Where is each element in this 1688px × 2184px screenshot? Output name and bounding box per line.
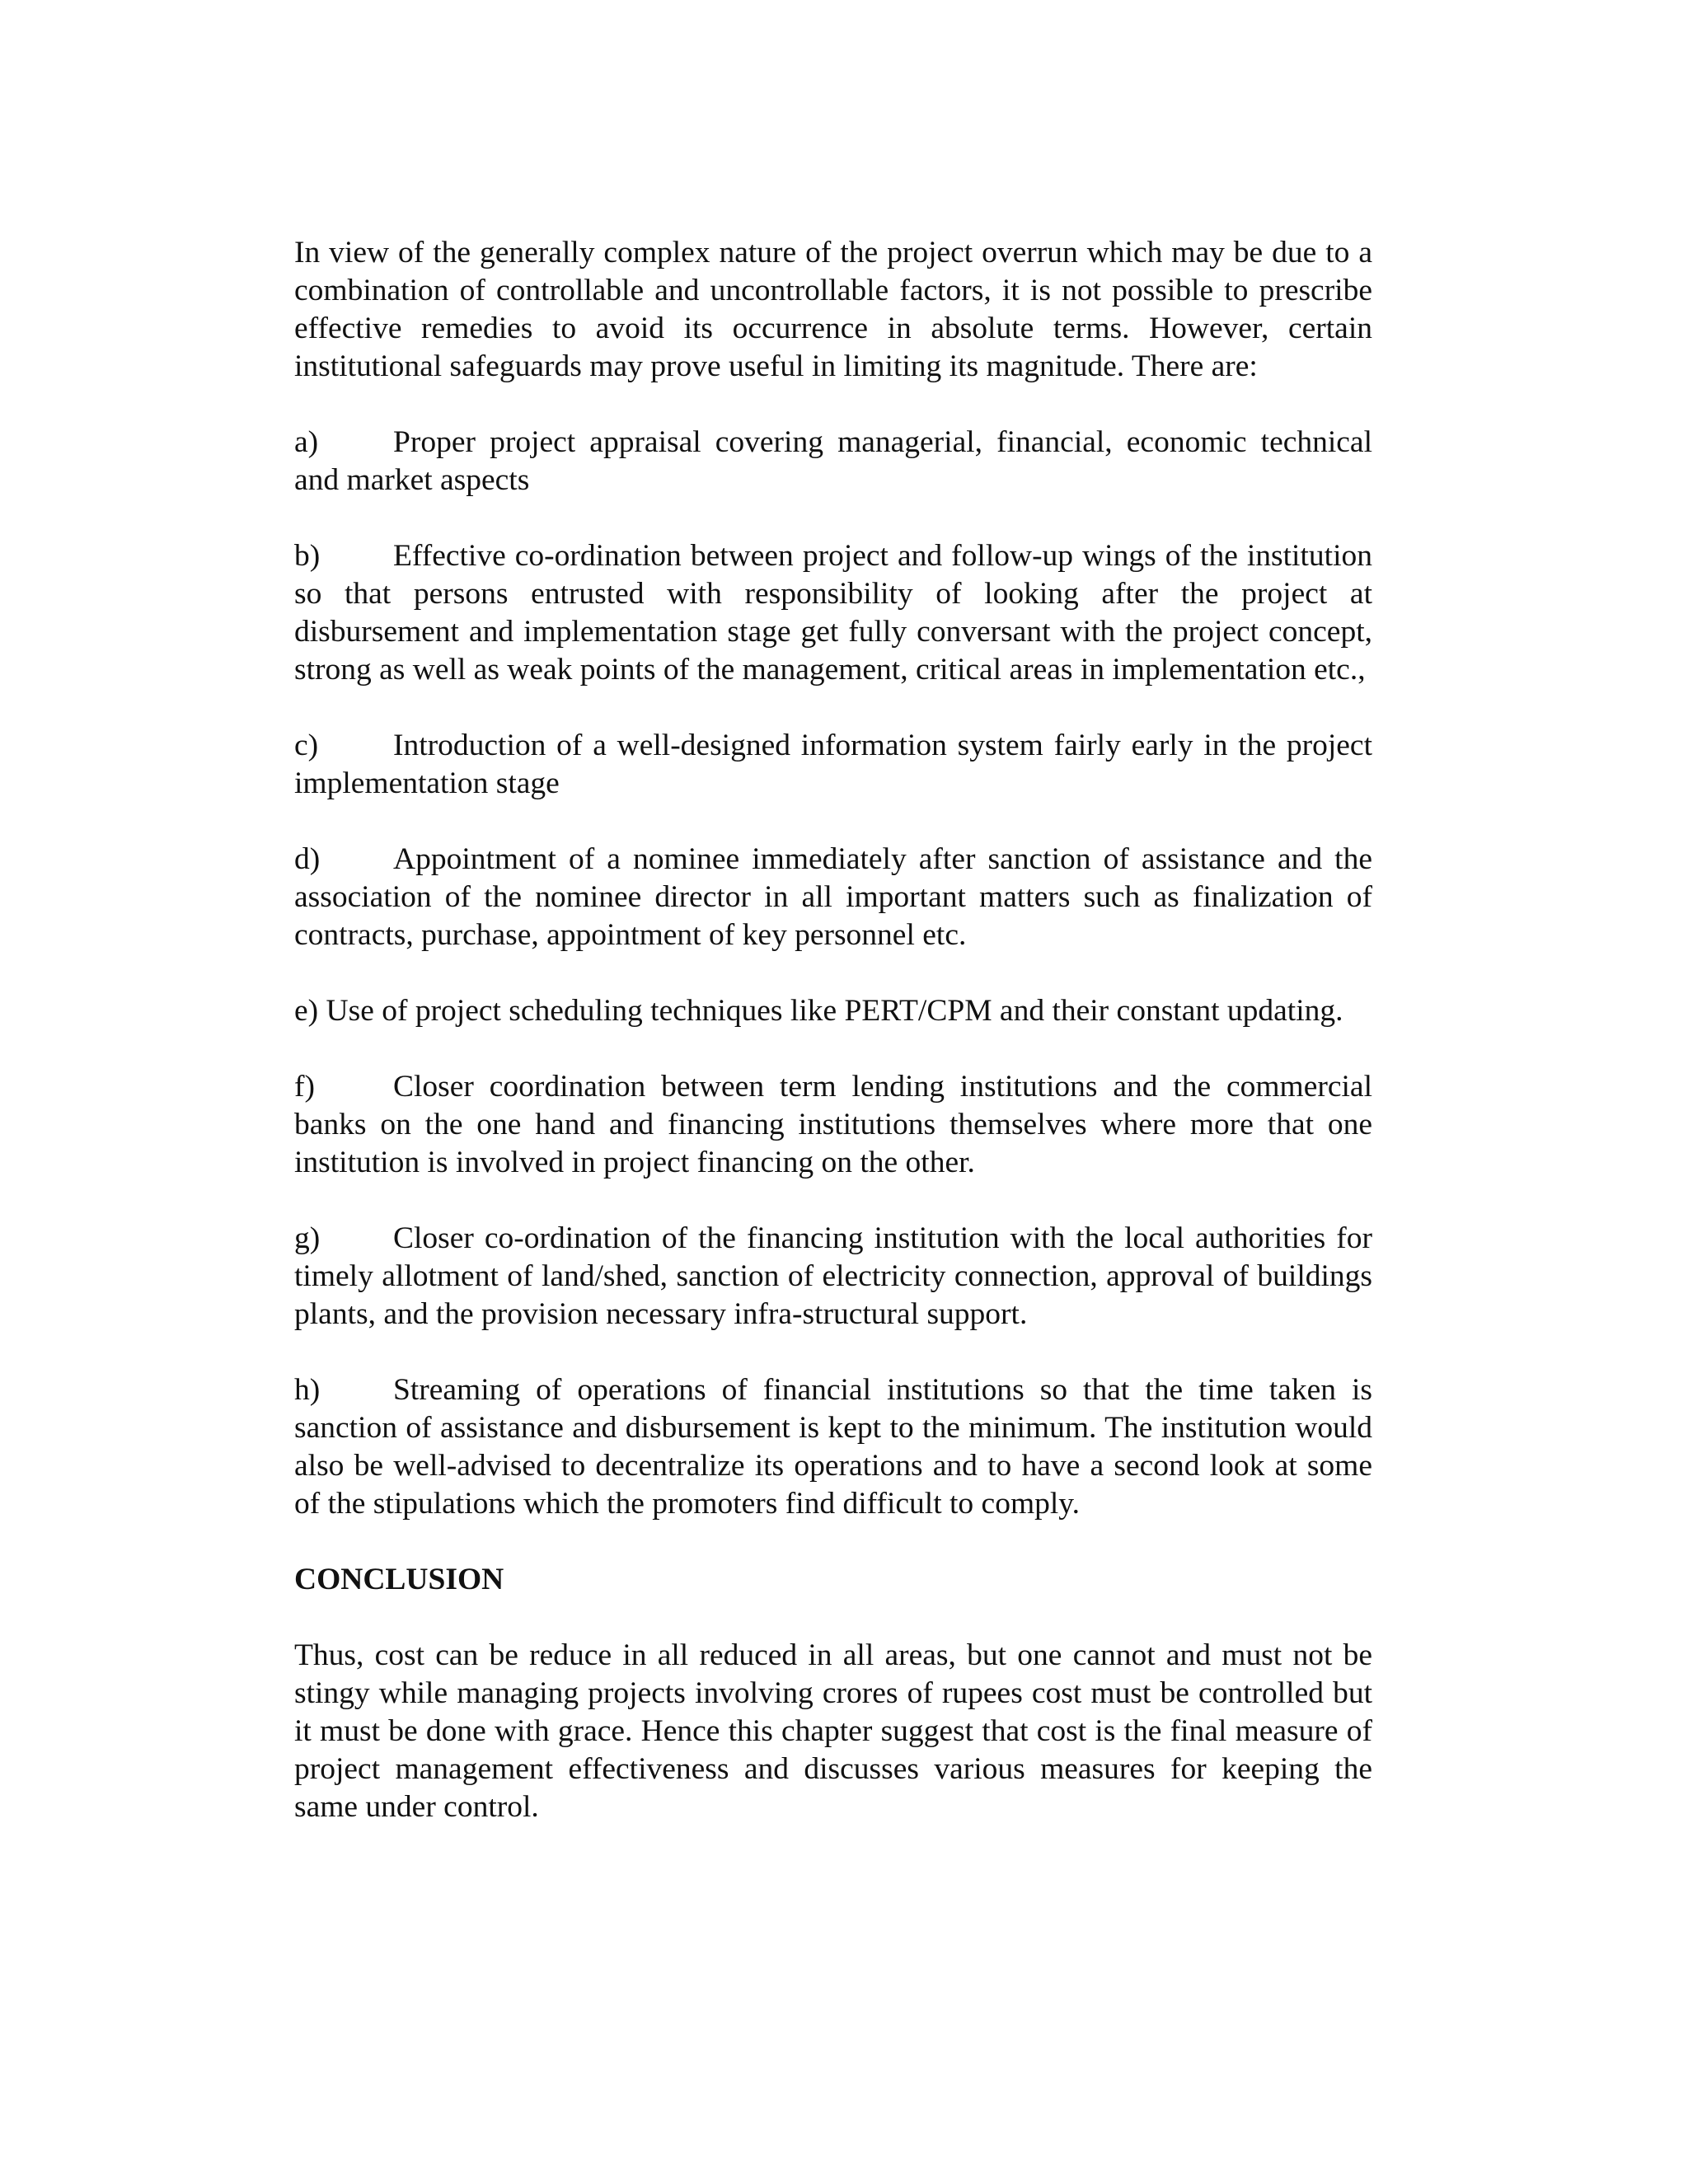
list-item-text: Appointment of a nominee immediately after sanction of assistance and the association of the nominee director in all important matters such as finalization of contracts, purchase, appointment of key personnel etc. <box>294 842 1372 952</box>
conclusion-paragraph: Thus, cost can be reduce in all reduced in all areas, but one cannot and must not be stingy while managing projects involving crores of rupees cost must be controlled but it must be done with grace. Hence this chapter suggest that cost is the final measure of project management effectiveness and discusses various measures for keeping the same under control. <box>294 1638 1372 1824</box>
list-item-f <box>294 1068 1372 1182</box>
list-marker: a) <box>294 425 319 459</box>
list-item-d <box>294 841 1372 954</box>
list-item-c <box>294 727 1372 803</box>
list-item-text: Introduction of a well-designed information system fairly early in the project implementation stage <box>294 729 1372 800</box>
intro-paragraph: In view of the generally complex nature of the project overrun which may be due to a combination of controllable and uncontrollable factors, it is not possible to prescribe effective remedies to avoid its occurrence in absolute terms. However, certain institutional safeguards may prove useful in limiting its magnitude. There are: <box>294 236 1372 383</box>
list-marker: d) <box>294 842 321 876</box>
list-item-text: Proper project appraisal covering managerial, financial, economic technical and market aspects <box>294 425 1372 497</box>
list-marker: g) <box>294 1221 321 1255</box>
list-item-text: Closer co-ordination of the financing institution with the local authorities for timely allotment of land/shed, sanction of electricity connection, approval of buildings plants, and the provision necessary infra-structural support. <box>294 1221 1372 1331</box>
list-item-b <box>294 537 1372 689</box>
list-item-a <box>294 424 1372 499</box>
document-page <box>294 234 1372 1864</box>
list-item-text: Use of project scheduling techniques like PERT/CPM and their constant updating. <box>326 994 1343 1028</box>
list-marker: c) <box>294 729 319 762</box>
list-item-text: Effective co-ordination between project and follow-up wings of the institution so that persons entrusted with responsibility of looking after the project at disbursement and implementation stage get fully conversant with the project concept, strong as well as weak points of the management, critical areas in implementation etc., <box>294 539 1372 687</box>
list-item-g <box>294 1220 1372 1333</box>
conclusion-heading: CONCLUSION <box>294 1563 504 1596</box>
list-item-e <box>294 992 1372 1030</box>
list-marker: e) <box>294 994 319 1028</box>
list-marker: h) <box>294 1373 321 1407</box>
list-item-text: Closer coordination between term lending institutions and the commercial banks on the one hand and financing institutions themselves where more that one institution is involved in project financing on the other. <box>294 1070 1372 1179</box>
list-item-text: Streaming of operations of financial institutions so that the time taken is sanction of assistance and disbursement is kept to the minimum. The institution would also be well-advised to decentralize its operations and to have a second look at some of the stipulations which the promoters find difficult to comply. <box>294 1373 1372 1521</box>
list-item-h <box>294 1371 1372 1523</box>
list-marker: f) <box>294 1070 315 1104</box>
list-marker: b) <box>294 539 321 573</box>
